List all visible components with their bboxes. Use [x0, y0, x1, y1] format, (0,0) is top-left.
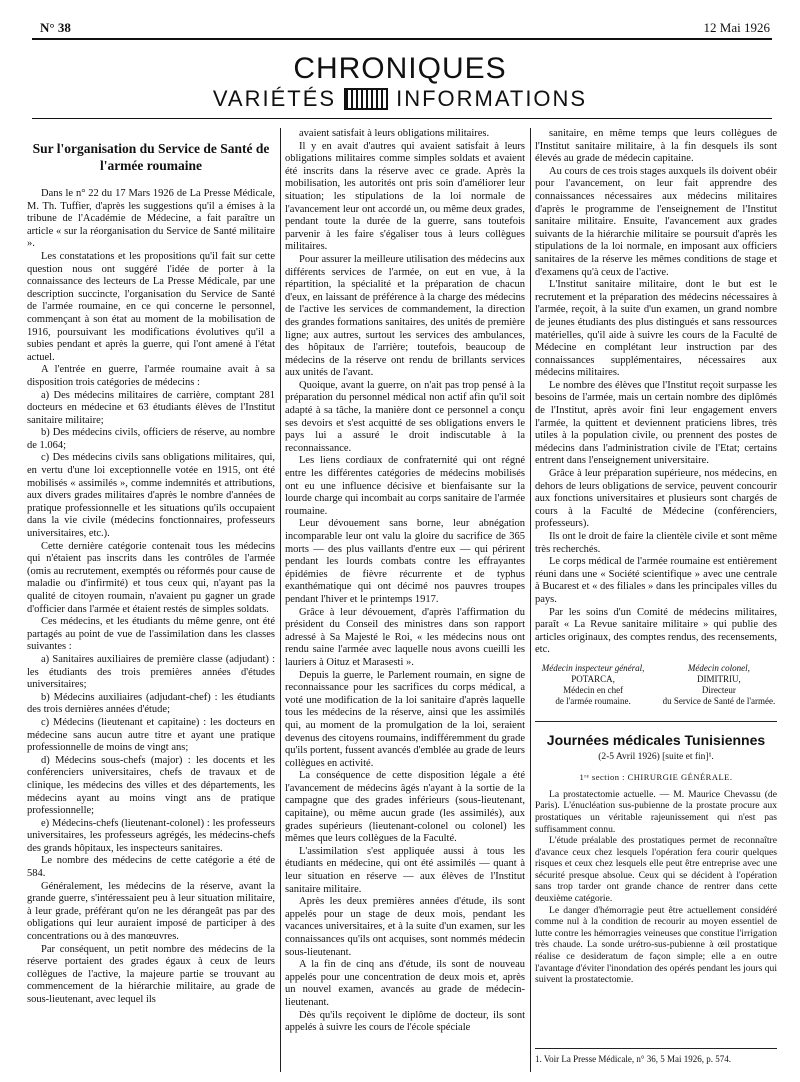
signature-rank: Médecin inspecteur général,: [541, 662, 645, 673]
header-rule: [32, 38, 772, 40]
paragraph: Dès qu'ils reçoivent le diplôme de docteur, ils sont appelés à suivre les cours de l'école spéciale: [285, 1009, 525, 1034]
paragraph: A la fin de cinq ans d'étude, ils sont de nouveau appelés pour une concentration de deux mois et, après un nouvel examen, avancés au grade de médecin-lieutenant.: [285, 959, 525, 1008]
paragraph: La prostatectomie actuelle. — M. Maurice Chevassu (de Paris). L'énucléation sus-pubienne de la prostate procure aux prostatiques un véritable rajeunissement qui n'est pas suffisamment connu.: [535, 788, 777, 835]
signature: [535, 663, 651, 707]
paragraph: Ils ont le droit de faire la clientèle civile et sont même très recherchés.: [535, 531, 777, 555]
signature-role: de l'armée roumaine.: [555, 695, 631, 706]
paragraph: d) Médecins sous-chefs (major) : les docents et les conférenciers universitaires, chefs de travaux et de clinique, les médecins des villes et des départements, les médecins ayant au moins vingt ans de pratique professionnelle;: [27, 754, 275, 817]
masthead-left: VARIÉTÉS: [212, 86, 337, 111]
paragraph: Les liens cordiaux de confraternité qui ont régné entre les différentes catégories de médecins mobilisés ont eu une influence décisive et bienfaisante sur la lourde charge qui incombait au corps sanitaire de l'armée roumaine.: [285, 455, 525, 517]
paragraph: Pour assurer la meilleure utilisation des médecins aux différents services de l'armée, on eut en vue, à la répartition, la spécialité et la préparation de chacun d'eux, en laissant de préférence à la charge des médecins de l'active les services de commandement, la direction des grandes formations sanitaires, des unités de première ligne; aux autres, surtout les services des ambulances, des hôpitaux de l'arrière; toutefois, beaucoup de médecins de la réserve ont rendu de brillants services aux unités de l'avant.: [285, 253, 525, 379]
signature-name: DIMITRIU,: [697, 673, 741, 684]
column-3: [535, 128, 777, 986]
signature: [661, 663, 777, 707]
issue-number: N° 38: [40, 20, 71, 35]
paragraph: c) Médecins (lieutenant et capitaine) : les docteurs en médecine sans aucun autre titre et ayant une pratique professionnelle de moins de vingt ans;: [27, 716, 275, 754]
paragraph: Le nombre des élèves que l'Institut reçoit surpasse les besoins de l'armée, mais un certain nombre des diplômés de l'Institut, après avoir fini leur engagement envers l'armée, la quittent et deviennent praticiens libres, très utiles à la population civile, ou prennent des postes de médecins dans l'administration civile de l'Etat; certains entrent dans l'enseignement universitaire.: [535, 379, 777, 467]
paragraph: c) Des médecins civils sans obligations militaires, qui, en vertu d'une loi exceptionnelle votée en 1915, ont été mobilisés « assimilés », comme indemnités et attributions, aux divers grades militaires d'après le nombre d'années de pratique professionnelle et les situations qu'ils occupaient dans la vie civile (médecins fonctionnaires, professeurs universitaires, etc.).: [27, 452, 275, 540]
paragraph: Généralement, les médecins de la réserve, avant la grande guerre, s'intéressaient peu à leur situation militaire, à leur grade, préférant qu'on ne les dérangeât pas par des obligations qui leur auraient imposé de participer à des concentrations ou à des manœuvres.: [27, 880, 275, 943]
paragraph: Le nombre des médecins de cette catégorie a été de 584.: [27, 855, 275, 880]
article-2-subtitle: (2-5 Avril 1926) [suite et fin]¹.: [598, 751, 714, 762]
article-2-body: [535, 789, 777, 986]
paragraph: Au cours de ces trois stages auxquels ils doivent obéir pour l'avancement, on leur fait apprendre des connaissances nécessaires aux médecins militaires d'après le programme de l'enseignement de l'Institut sanitaire militaire. Ensuite, l'avancement aux grades suivants de la hiérarchie militaire se poursuit d'après les stipulations de la loi normale, en imposant aux officiers sanitaires de la réserve les mêmes conditions de stage et d'examens qu'à ceux de l'active.: [535, 165, 777, 278]
paragraph: b) Médecins auxiliaires (adjudant-chef) : les étudiants des trois dernières années d'étude;: [27, 691, 275, 716]
paragraph: Les constatations et les propositions qu'il fait sur cette question nous ont suggéré l'idée de porter à la connaissance des lecteurs de La Presse Médicale, par une description succincte, l'organisation du Service de Santé de l'armée roumaine, en ce qui concerne le personnel, commençant à son état au moment de la mobilisation de 1916, poursuivant les modifications évolutives qu'il a subies pendant et après la guerre, qui l'ont amené à l'état actuel.: [27, 250, 275, 363]
paragraph: e) Médecins-chefs (lieutenant-colonel) : les professeurs universitaires, les professeurs agrégés, les médecins-chefs des grands hôpitaux, les inspecteurs sanitaires.: [27, 817, 275, 854]
paragraph: Le corps médical de l'armée roumaine est entièrement réuni dans une « Société scientifique » avec une centrale à Bucarest et « des filiales » dans les principales villes du pays.: [535, 556, 777, 605]
article-2: [535, 721, 777, 986]
paragraph: avaient satisfait à leurs obligations militaires.: [299, 128, 490, 139]
ornament-icon: [344, 88, 388, 110]
paragraph: a) Des médecins militaires de carrière, comptant 281 docteurs en médecine et 63 étudiants élèves de l'Institut sanitaire militaire;: [27, 389, 275, 426]
paragraph: Quoique, avant la guerre, on n'ait pas trop pensé à la préparation du personnel médical non actif afin qu'il soit adapté à sa tâche, la manière dont ce personnel a conçu ses devoirs et s'est acquitté de ses obligations envers le pays lui a assuré le droit indiscutable à la reconnaissance.: [285, 379, 525, 454]
paragraph: A l'entrée en guerre, l'armée roumaine avait à sa disposition trois catégories de médecins :: [27, 364, 275, 388]
signature-role: Médecin en chef: [563, 684, 624, 695]
masthead: [0, 52, 800, 112]
paragraph: sanitaire, en même temps que leurs collègues de l'Institut sanitaire militaire, à la fin desquels ils sont élevés au grade de médecin capitaine.: [535, 128, 777, 165]
masthead-right: INFORMATIONS: [396, 86, 588, 111]
paragraph: Par les soins d'un Comité de médecins militaires, paraît « La Revue sanitaire militaire » qui publie des articles originaux, des comptes rendus, des recensements, etc.: [535, 606, 777, 656]
masthead-subtitle: [0, 86, 800, 112]
paragraph: L'étude préalable des prostatiques permet de reconnaître d'avance ceux chez lesquels l'opération fera courir quelques risques et ceux chez lesquels elle peut être entreprise avec une sécurité presque absolue. Ceux qui se décident à l'opération sans trop tarder ont grande chance de rentrer dans cette deuxième catégorie.: [535, 835, 777, 905]
paragraph: Il y en avait d'autres qui avaient satisfait à leurs obligations militaires comme simples soldats et avaient été inscrits dans la réserve avec ce grade. Après la mobilisation, les autorités ont pris soin d'améliorer leur situation; les stipulations de la loi normale de l'avancement leur ont accordé un, ou même deux grades, pendant toute la durée de la guerre, sans toutefois parvenir à les faire s'égaliser tous à leurs collègues militaires.: [285, 140, 525, 253]
paragraph: Cette dernière catégorie contenait tous les médecins qui n'étaient pas inscrits dans les contrôles de l'armée (omis au recrutement, exemptés ou réformés pour cause de maladie ou d'infirmité) et tous ceux qui, n'ayant pas la qualité de citoyen roumain, n'avaient pu gagner un grade d'officier dans l'armée et étaient restés de simples soldats.: [27, 540, 275, 615]
article-body: [535, 128, 777, 657]
paragraph: L'assimilation s'est appliquée aussi à tous les étudiants en médecine, qui ont été assimilés — quant à leur situation en réserve — aux élèves de l'Institut sanitaire militaire.: [285, 845, 525, 895]
column-divider: [530, 128, 531, 1072]
issue-date: 12 Mai 1926: [703, 20, 770, 35]
signature-rank: Médecin colonel,: [687, 662, 750, 673]
article-title: Sur l'organisation du Service de Santé de l'armée roumaine: [32, 141, 270, 173]
section-heading: 1ʳᵉ section : CHIRURGIE GÉNÉRALE.: [579, 772, 733, 783]
paragraph: Grâce à leur dévouement, d'après l'affirmation du président du Conseil des ministres dans son rapport adressé à Sa Majesté le Roi, « les médecins nous ont rendu saine l'armée avec laquelle nous avons cueilli les lauriers à Oituz et Marasesti ».: [285, 606, 525, 668]
column-divider: [280, 128, 281, 1072]
masthead-title: CHRONIQUES: [293, 52, 507, 85]
signatures: [535, 663, 777, 707]
masthead-rule: [32, 118, 772, 119]
paragraph: Depuis la guerre, le Parlement roumain, en signe de reconnaissance pour les sacrifices du corps médical, a voté une modification de la loi sanitaire d'après laquelle tous les médecins de la réserve, ainsi que les assimilés qui, au moment de la promulgation de la loi, seraient devenus des citoyens roumains, indifféremment du grade qu'ils portent, fussent avancés d'emblée au grade de leurs collègues en activité.: [285, 669, 525, 769]
paragraph: Le danger d'hémorragie peut être actuellement considéré comme nul à la condition de recourir au moyen essentiel de lutte contre les hémorragies veineuses que constitue l'irrigation très chaude. La sonde urétro-sus-pubienne à œil prostatique réalise ce desideratum de façon simple; elle a en outre l'avantage d'éviter l'inondation des opérés pendant les jours qui suivent la prostatectomie.: [535, 904, 777, 986]
paragraph: Grâce à leur préparation supérieure, nos médecins, en dehors de leurs obligations de service, peuvent concourir aux fonctions universitaires et plusieurs sont chargés de cours à la Faculté de Médecine (conférenciers, professeurs).: [535, 468, 777, 530]
paragraph: Leur dévouement sans borne, leur abnégation incomparable leur ont valu la gloire du sacrifice de 365 morts — des plus vaillants d'entre eux — qui périrent pendant les lourds combats contre les effrayantes épidémies de fièvre récurrente et de typhus exanthématique qui ont décimé nos pauvres troupes pendant l'hiver et le printemps 1917.: [285, 518, 525, 605]
article-body: [285, 128, 525, 1035]
paragraph: L'Institut sanitaire militaire, dont le but est le recrutement et la préparation des médecins nécessaires à l'armée, reçoit, à la suite d'un examen, un grand nombre de jeunes étudiants des plus distingués et sans ressources matérielles, qu'il aide à suivre les cours de la Faculté de Médecine en complétant leur instruction par des connaissances supplémentaires, nécessaires aux médecins militaires.: [535, 279, 777, 379]
page-header: [40, 20, 770, 34]
column-1: [27, 128, 275, 1007]
paragraph: Par conséquent, un petit nombre des médecins de la réserve portaient des grades égaux à ceux de leurs collègues de l'active, la majeure partie se trouvant au commencement de la hiérarchie militaire, au grade de sous-lieutenant, avec lequel ils: [27, 943, 275, 1005]
paragraph: Ces médecins, et les étudiants du même genre, ont été partagés au point de vue de l'assimilation dans les classes suivantes :: [27, 616, 275, 653]
paragraph: La conséquence de cette disposition légale a été l'avancement de médecins âgés n'ayant à la sortie de la campagne que des grades inférieurs (sous-lieutenant, capitaine), ou même aucun grade (les assimilés), aux grades supérieurs (lieutenant-colonel ou colonel) les mêmes que leurs collègues de la Faculté.: [285, 770, 525, 845]
paragraph: Dans le n° 22 du 17 Mars 1926 de La Presse Médicale, M. Th. Tuffier, d'après les suggestions qu'il a émises à la tribune de l'Académie de Médecine, a fait paraître un article « sur la réorganisation du Service de Santé militaire ».: [27, 188, 275, 250]
article-2-title: Journées médicales Tunisiennes: [546, 731, 766, 748]
paragraph: Après les deux premières années d'étude, ils sont appelés pour un stage de deux mois, pendant les vacances universitaires, et à la suite d'un examen, sur les connaissances qu'ils ont acquises, sont nommés médecin sous-lieutenant.: [285, 896, 525, 958]
paragraph: b) Des médecins civils, officiers de réserve, au nombre de 1.064;: [27, 427, 275, 451]
footnote: 1. Voir La Presse Médicale, n° 36, 5 Mai 1926, p. 574.: [535, 1048, 777, 1064]
article-body: [27, 188, 275, 1007]
paragraph: a) Sanitaires auxiliaires de première classe (adjudant) : les étudiants des trois premières années d'études universitaires;: [27, 653, 275, 691]
column-2: [285, 128, 525, 1035]
signature-role: Directeur: [701, 684, 736, 695]
signature-role: du Service de Santé de l'armée.: [662, 695, 776, 706]
signature-name: POTARCA,: [571, 673, 615, 684]
